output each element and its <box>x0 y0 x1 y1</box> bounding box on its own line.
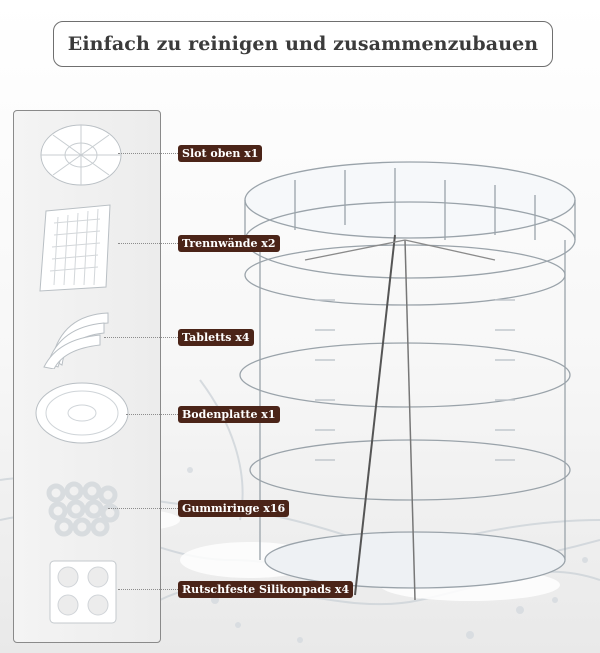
leader-line <box>126 414 178 415</box>
title-box <box>53 21 553 67</box>
leader-line <box>118 589 178 590</box>
organizer-illustration <box>165 140 585 620</box>
parts-panel <box>13 110 161 643</box>
tray-icon <box>42 309 114 369</box>
page-title: Einfach zu reinigen und zusammenzubauen <box>67 33 539 55</box>
rubber-ring-icon <box>44 479 120 539</box>
leader-line <box>108 508 178 509</box>
silicone-pad-icon <box>48 559 118 625</box>
leader-line <box>118 243 178 244</box>
part-label-trays: Tabletts x4 <box>178 329 254 346</box>
top-slot-icon <box>39 121 123 189</box>
divider-icon <box>36 203 116 293</box>
part-label-dividers: Trennwände x2 <box>178 235 280 252</box>
base-plate-icon <box>34 379 130 447</box>
leader-line <box>104 337 178 338</box>
part-label-silicone-pads: Rutschfeste Silikonpads x4 <box>178 581 353 598</box>
leader-line <box>118 153 178 154</box>
part-label-base-plate: Bodenplatte x1 <box>178 406 280 423</box>
part-label-top-slot: Slot oben x1 <box>178 145 262 162</box>
part-label-rubber-rings: Gummiringe x16 <box>178 500 289 517</box>
